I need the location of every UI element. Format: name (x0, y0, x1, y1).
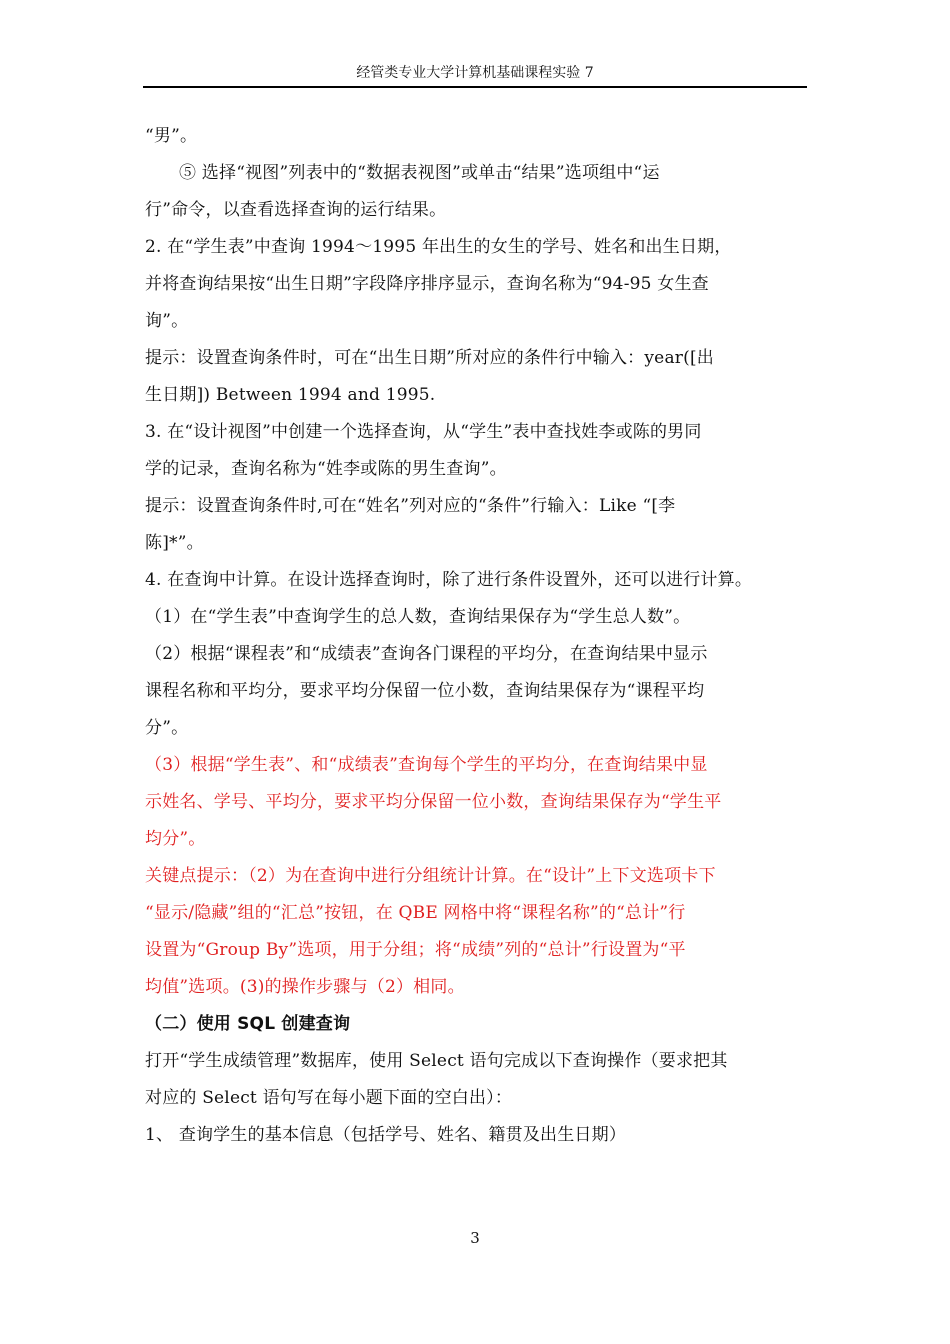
text-line: 关键点提示：（2）为在查询中进行分组统计计算。在“设计”上下文选项卡下 (145, 866, 716, 886)
text-line: 询”。 (145, 311, 189, 331)
text-line: （2）根据“课程表”和“成绩表”查询各门课程的平均分，在查询结果中显示 (145, 644, 708, 664)
text-line: 生日期]) Between 1994 and 1995. (145, 385, 436, 405)
text-line: 陈]*”。 (145, 533, 204, 553)
text-line: 行”命令，以查看选择查询的运行结果。 (145, 200, 447, 220)
text-line: 4. 在查询中计算。在设计选择查询时，除了进行条件设置外，还可以进行计算。 (145, 570, 753, 590)
text-line: 对应的 Select 语句写在每小题下面的空白出）： (145, 1088, 513, 1108)
text-line: （二）使用 SQL 创建查询 (145, 1014, 351, 1034)
text-line: 并将查询结果按“出生日期”字段降序排序显示，查询名称为“94-95 女生查 (145, 274, 709, 294)
text-line: 提示：设置查询条件时,可在“姓名”列对应的“条件”行输入：Like “[李 (145, 496, 676, 516)
page-header: 经管类专业大学计算机基础课程实验 7 (356, 65, 594, 81)
text-line: 1、 查询学生的基本信息（包括学号、姓名、籍贯及出生日期） (145, 1125, 627, 1145)
text-line: “男”。 (145, 126, 198, 146)
text-line: 均值”选项。(3)的操作步骤与（2）相同。 (145, 977, 465, 997)
text-line: 2. 在“学生表”中查询 1994～1995 年出生的女生的学号、姓名和出生日期， (145, 237, 732, 257)
text-line: 设置为“Group By”选项，用于分组；将“成绩”列的“总计”行设置为“平 (145, 940, 686, 960)
text-line: 课程名称和平均分，要求平均分保留一位小数，查询结果保存为“课程平均 (145, 681, 705, 701)
text-line: （3）根据“学生表”、和“成绩表”查询每个学生的平均分，在查询结果中显 (145, 755, 708, 775)
text-line: （1）在“学生表”中查询学生的总人数，查询结果保存为“学生总人数”。 (145, 607, 691, 627)
document-body (145, 118, 813, 1154)
text-line: “显示/隐藏”组的“汇总”按钮，在 QBE 网格中将“课程名称”的“总计”行 (145, 903, 686, 923)
text-line: 打开“学生成绩管理”数据库，使用 Select 语句完成以下查询操作（要求把其 (145, 1051, 728, 1071)
text-line: 示姓名、学号、平均分，要求平均分保留一位小数，查询结果保存为“学生平 (145, 792, 722, 812)
text-line: 3. 在“设计视图”中创建一个选择查询，从“学生”表中查找姓李或陈的男同 (145, 422, 702, 442)
header-rule (143, 86, 807, 88)
text-line: 提示：设置查询条件时，可在“出生日期”所对应的条件行中输入：year([出 (145, 348, 714, 368)
text-line: 均分”。 (145, 829, 206, 849)
page-number: 3 (470, 1229, 480, 1247)
text-line: ⑤ 选择“视图”列表中的“数据表视图”或单击“结果”选项组中“运 (179, 163, 660, 183)
text-line: 学的记录，查询名称为“姓李或陈的男生查询”。 (145, 459, 507, 479)
text-line: 分”。 (145, 718, 189, 738)
